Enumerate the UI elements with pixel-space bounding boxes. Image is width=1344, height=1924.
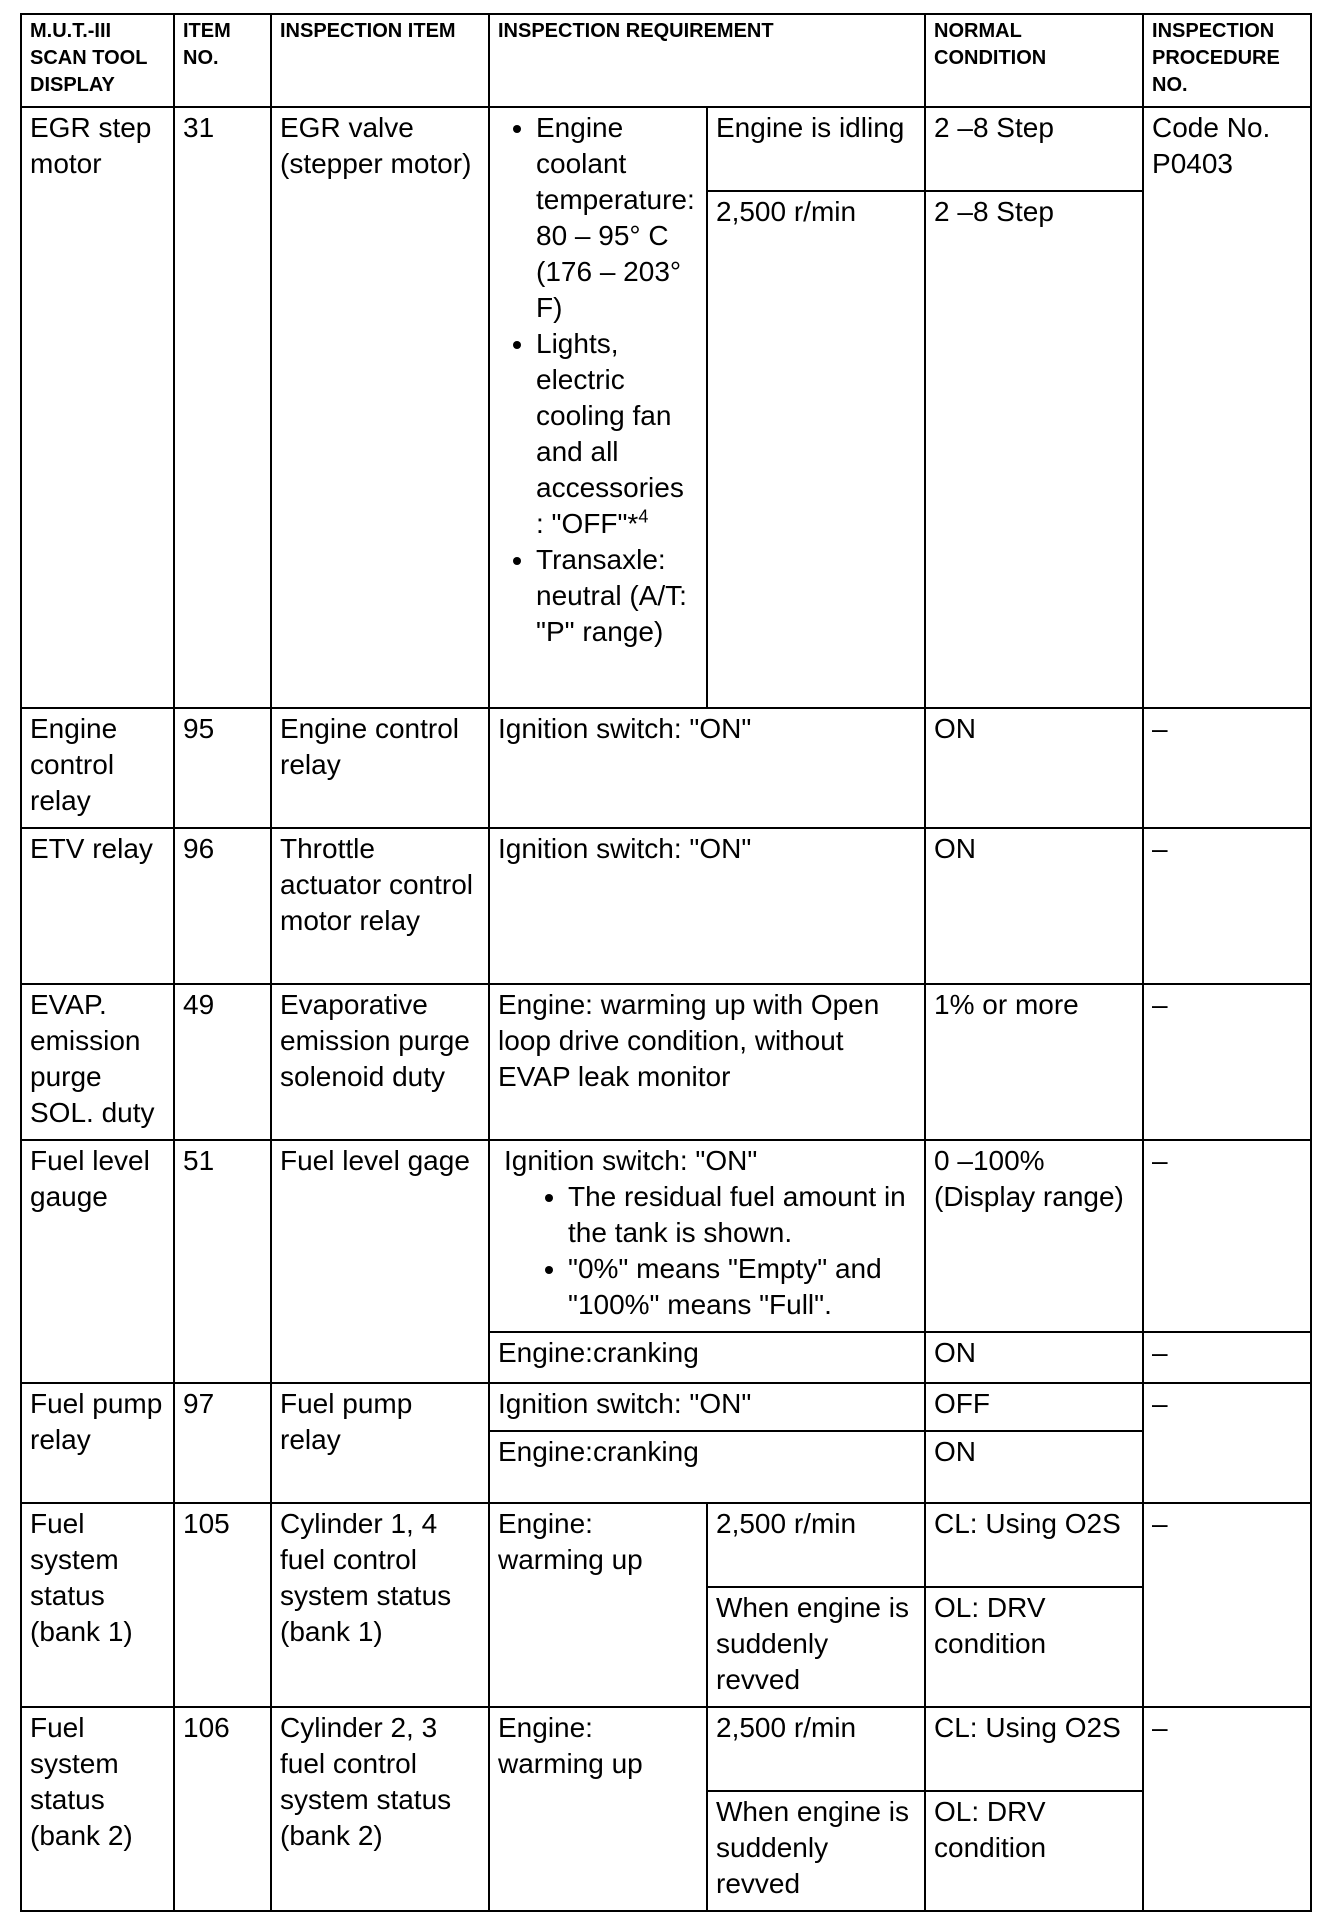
procedure-cell: –	[1143, 1383, 1311, 1503]
table-row	[21, 1383, 1311, 1431]
subcondition-cell: 2,500 r/min	[707, 1503, 925, 1587]
procedure-cell: –	[1143, 828, 1311, 984]
display-cell: ETV relay	[21, 828, 174, 984]
item-cell: Fuel pump relay	[271, 1383, 489, 1503]
list-item-text: Lights, electric cooling fan and all accessories : "OFF"*	[536, 328, 684, 539]
normal-cell: CL: Using O2S	[925, 1503, 1143, 1587]
table-row	[21, 984, 1311, 1140]
display-cell: Fuel system status (bank 1)	[21, 1503, 174, 1707]
list-item: • Transaxle: neutral (A/T: "P" range)	[536, 542, 698, 650]
normal-cell: CL: Using O2S	[925, 1707, 1143, 1791]
normal-cell: OL: DRV condition	[925, 1791, 1143, 1911]
normal-cell: 2 –8 Step	[925, 107, 1143, 191]
header-procedure: INSPECTION PROCEDURE NO.	[1143, 14, 1311, 107]
header-row	[21, 14, 1311, 107]
display-cell: Fuel level gauge	[21, 1140, 174, 1383]
normal-cell: ON	[925, 708, 1143, 828]
item-no-cell: 105	[174, 1503, 271, 1707]
header-item-no: ITEM NO.	[174, 14, 271, 107]
normal-cell: 0 –100% (Display range)	[925, 1140, 1143, 1332]
list-item: • "0%" means "Empty" and "100%" means "Full".	[568, 1251, 916, 1323]
procedure-cell: –	[1143, 1707, 1311, 1911]
item-no-cell: 97	[174, 1383, 271, 1503]
table-row	[21, 107, 1311, 191]
note-list	[498, 1179, 916, 1323]
normal-cell: 2 –8 Step	[925, 191, 1143, 708]
item-no-cell: 49	[174, 984, 271, 1140]
procedure-cell: –	[1143, 1503, 1311, 1707]
normal-cell: ON	[925, 828, 1143, 984]
display-cell: Engine control relay	[21, 708, 174, 828]
normal-cell: 1% or more	[925, 984, 1143, 1140]
table-row	[21, 828, 1311, 984]
list-item	[536, 326, 698, 542]
display-cell: EVAP. emission purge SOL. duty	[21, 984, 174, 1140]
normal-cell: ON	[925, 1431, 1143, 1503]
table-row	[21, 1503, 1311, 1587]
item-cell: Cylinder 1, 4 fuel control system status (bank 1)	[271, 1503, 489, 1707]
display-cell: Fuel pump relay	[21, 1383, 174, 1503]
requirement-cell	[489, 107, 707, 708]
item-no-cell: 95	[174, 708, 271, 828]
requirement-cell: Ignition switch: "ON"	[489, 708, 925, 828]
footnote-ref: 4	[638, 506, 649, 527]
requirement-cell: Ignition switch: "ON"	[489, 828, 925, 984]
subcondition-cell: Engine is idling	[707, 107, 925, 191]
item-cell: Throttle actuator control motor relay	[271, 828, 489, 984]
subcondition-cell: 2,500 r/min	[707, 1707, 925, 1791]
header-item: INSPECTION ITEM	[271, 14, 489, 107]
table-row	[21, 708, 1311, 828]
requirement-cell: Ignition switch: "ON"	[489, 1383, 925, 1431]
normal-cell: ON	[925, 1332, 1143, 1383]
procedure-cell: –	[1143, 1140, 1311, 1332]
procedure-cell: –	[1143, 984, 1311, 1140]
item-cell: EGR valve (stepper motor)	[271, 107, 489, 708]
list-item: • Engine coolant temperature: 80 – 95° C (176 – 203° F)	[536, 110, 698, 326]
subcondition-cell: When engine is suddenly revved	[707, 1587, 925, 1707]
normal-cell: OFF	[925, 1383, 1143, 1431]
item-cell: Evaporative emission purge solenoid duty	[271, 984, 489, 1140]
item-no-cell: 31	[174, 107, 271, 708]
document-page	[20, 13, 1310, 1912]
requirement-cell: Engine: warming up	[489, 1707, 707, 1911]
requirement-lead: Ignition switch: "ON"	[504, 1145, 758, 1176]
item-no-cell: 106	[174, 1707, 271, 1911]
requirement-cell: Engine:cranking	[489, 1431, 925, 1503]
requirement-cell: Engine:cranking	[489, 1332, 925, 1383]
requirement-cell: Engine: warming up with Open loop drive condition, without EVAP leak monitor	[489, 984, 925, 1140]
requirement-cell	[489, 1140, 925, 1332]
table-row	[21, 1707, 1311, 1791]
subcondition-cell: 2,500 r/min	[707, 191, 925, 708]
item-cell: Cylinder 2, 3 fuel control system status (bank 2)	[271, 1707, 489, 1911]
table-row	[21, 1140, 1311, 1332]
inspection-table	[20, 13, 1312, 1912]
requirement-cell: Engine: warming up	[489, 1503, 707, 1707]
header-display: M.U.T.-III SCAN TOOL DISPLAY	[21, 14, 174, 107]
display-cell: EGR step motor	[21, 107, 174, 708]
item-no-cell: 51	[174, 1140, 271, 1383]
item-cell: Engine control relay	[271, 708, 489, 828]
header-requirement: INSPECTION REQUIREMENT	[489, 14, 925, 107]
header-normal: NORMAL CONDITION	[925, 14, 1143, 107]
list-item: • The residual fuel amount in the tank is shown.	[568, 1179, 916, 1251]
item-no-cell: 96	[174, 828, 271, 984]
display-cell: Fuel system status (bank 2)	[21, 1707, 174, 1911]
procedure-cell: –	[1143, 1332, 1311, 1383]
normal-cell: OL: DRV condition	[925, 1587, 1143, 1707]
procedure-cell: –	[1143, 708, 1311, 828]
subcondition-cell: When engine is suddenly revved	[707, 1791, 925, 1911]
item-cell: Fuel level gage	[271, 1140, 489, 1383]
condition-list	[498, 110, 698, 650]
procedure-cell: Code No. P0403	[1143, 107, 1311, 708]
